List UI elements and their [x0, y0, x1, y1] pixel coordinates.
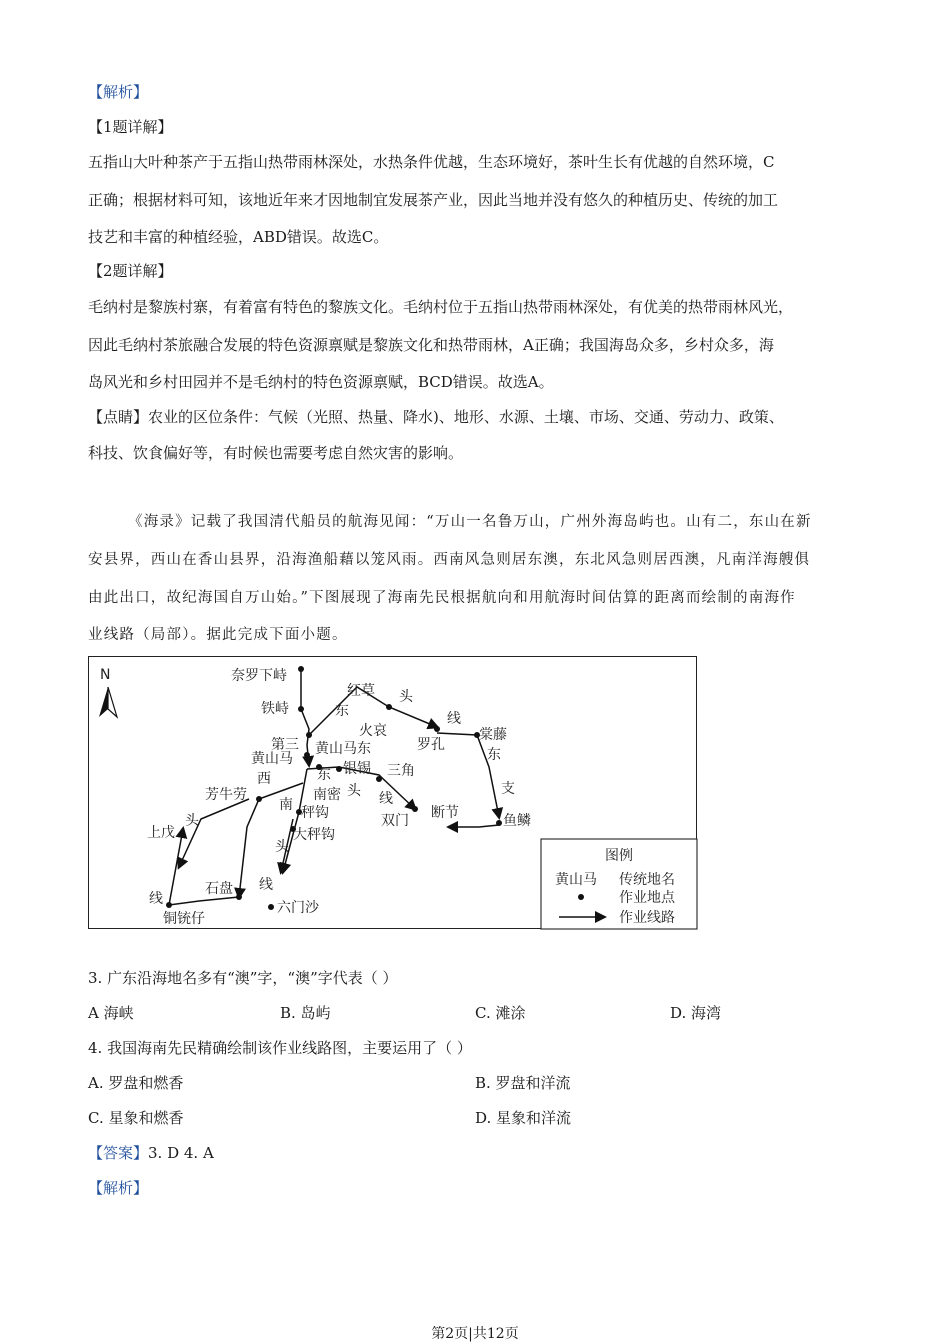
passage-line: 安县界，西山在香山县界，沿海渔船藉以笼风雨。西南风急则居东澳，东北风急则居西澳，凡南洋海艘俱 — [88, 552, 811, 568]
svg-text:头: 头 — [185, 813, 199, 829]
q2-text-line: 毛纳村是黎族村寨，有着富有特色的黎族文化。毛纳村位于五指山热带雨林深处，有优美的热带雨林风光， — [88, 298, 794, 316]
svg-text:东: 东 — [335, 703, 349, 719]
q1-text-line: 五指山大叶种茶产于五指山热带雨林深处，水热条件优越，生态环境好，茶叶生长有优越的自然环境，C — [88, 153, 775, 171]
answer-text: 3. D 4. A — [148, 1144, 214, 1162]
analysis-tag: 【解析】 — [88, 1179, 149, 1197]
q3-option-d: D. 海湾 — [670, 1004, 722, 1022]
q2-text-line: 岛风光和乡村田园并不是毛纳村的特色资源禀赋，BCD错误。故选A。 — [88, 373, 554, 391]
legend-item-point: 作业地点 — [619, 890, 675, 906]
svg-text:第三: 第三 — [271, 737, 299, 753]
svg-text:头: 头 — [275, 839, 289, 855]
svg-text:头: 头 — [399, 689, 413, 705]
svg-text:线: 线 — [149, 891, 163, 907]
map-legend — [541, 839, 697, 929]
tip-line — [88, 407, 784, 427]
svg-text:铁峙: 铁峙 — [261, 701, 289, 717]
q4-option-a: A. 罗盘和燃香 — [88, 1074, 184, 1092]
svg-text:石盘: 石盘 — [205, 881, 233, 897]
sea-route-map — [88, 656, 697, 929]
svg-text:黄山马东: 黄山马东 — [315, 741, 371, 757]
q2-heading: 【2题详解】 — [88, 262, 173, 280]
tip-tag: 【点睛】 — [88, 408, 149, 426]
svg-text:双门: 双门 — [381, 813, 409, 829]
q3-option-c: C. 滩涂 — [475, 1004, 526, 1022]
analysis-tag: 【解析】 — [88, 83, 149, 101]
svg-text:铜铳仔: 铜铳仔 — [163, 911, 205, 927]
svg-text:东: 东 — [317, 767, 331, 783]
svg-text:断节: 断节 — [431, 805, 459, 821]
svg-text:西: 西 — [257, 771, 271, 787]
passage-line: 业线路（局部）。据此完成下面小题。 — [88, 627, 348, 643]
q4-option-d: D. 星象和洋流 — [475, 1109, 572, 1127]
q4-option-c: C. 星象和燃香 — [88, 1109, 184, 1127]
svg-text:罗孔: 罗孔 — [417, 737, 445, 753]
q4-stem: 4. 我国海南先民精确绘制该作业线路图，主要运用了（ ） — [88, 1039, 472, 1057]
passage-line: 由此出口，故纪海国自万山始。”下图展现了海南先民根据航向和用航海时间估算的距离而绘制的南海作 — [88, 590, 796, 606]
svg-text:线: 线 — [259, 877, 273, 893]
q1-heading: 【1题详解】 — [88, 118, 173, 136]
north-arrow-icon — [99, 667, 117, 717]
svg-text:黄山马: 黄山马 — [251, 751, 293, 767]
svg-text:东: 东 — [487, 747, 501, 763]
svg-text:银锡: 银锡 — [343, 761, 371, 777]
legend-item-route: 作业线路 — [619, 910, 675, 926]
legend-item-name: 传统地名 — [619, 872, 675, 888]
tip-text-line: 科技、饮食偏好等，有时候也需要考虑自然灾害的影响。 — [88, 444, 464, 462]
svg-text:芳牛劳: 芳牛劳 — [205, 787, 247, 803]
q3-option-a: A 海峡 — [88, 1004, 134, 1022]
svg-text:支: 支 — [501, 781, 515, 797]
svg-text:线: 线 — [379, 791, 393, 807]
tip-text: 农业的区位条件：气候（光照、热量、降水)、地形、水源、土壤、市场、交通、劳动力、政策、 — [148, 408, 784, 426]
q1-text-line: 正确；根据材料可知，该地近年来才因地制宜发展茶产业，因此当地并没有悠久的种植历史、传统的加工 — [88, 191, 779, 209]
q2-text-line: 因此毛纳村茶旅融合发展的特色资源禀赋是黎族文化和热带雨林，A正确；我国海岛众多，乡村众多，海 — [88, 336, 774, 354]
answer-line — [88, 1143, 214, 1163]
answer-tag: 【答案】 — [88, 1144, 149, 1162]
svg-text:大秤钩: 大秤钩 — [293, 827, 335, 843]
map-drawing — [89, 657, 698, 930]
svg-text:红草: 红草 — [347, 683, 375, 699]
svg-text:火哀: 火哀 — [359, 723, 387, 739]
legend-sample-name: 黄山马 — [555, 872, 597, 888]
svg-text:棠藤: 棠藤 — [479, 727, 507, 743]
north-label: N — [100, 667, 111, 683]
svg-text:南密: 南密 — [313, 787, 341, 803]
map-labels — [147, 667, 531, 927]
q1-text-line: 技艺和丰富的种植经验，ABD错误。故选C。 — [88, 228, 389, 246]
svg-text:奈罗下峙: 奈罗下峙 — [231, 668, 287, 684]
svg-text:头: 头 — [347, 783, 361, 799]
svg-text:鱼鳞: 鱼鳞 — [503, 813, 531, 829]
q3-option-b: B. 岛屿 — [280, 1004, 331, 1022]
svg-text:三角: 三角 — [387, 763, 415, 779]
q3-stem: 3. 广东沿海地名多有“澳”字，“澳”字代表（ ） — [88, 969, 398, 987]
svg-text:秤钩: 秤钩 — [301, 805, 329, 821]
svg-text:上戊: 上戊 — [147, 825, 175, 841]
svg-text:南: 南 — [279, 797, 293, 813]
legend-title: 图例 — [605, 848, 633, 864]
passage-line: 《海录》记载了我国清代船员的航海见闻：“万山一名鲁万山，广州外海岛屿也。山有二，东山在新 — [128, 514, 812, 530]
svg-text:六门沙: 六门沙 — [277, 900, 319, 916]
q4-option-b: B. 罗盘和洋流 — [475, 1074, 571, 1092]
svg-text:线: 线 — [447, 711, 461, 727]
page-footer: 第2页|共12页 — [431, 1326, 519, 1342]
